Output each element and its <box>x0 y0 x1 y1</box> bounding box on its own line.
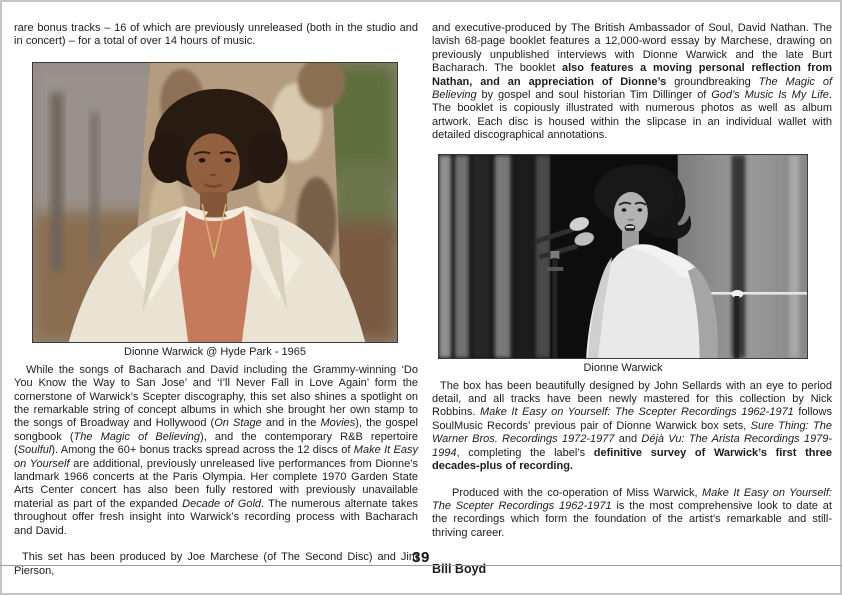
author-signature: Bill Boyd <box>432 562 487 577</box>
stage-photo <box>438 154 808 359</box>
right-paragraph-2: The box has been beautifully designed by John Sellards with an eye to period detail, and all tracks have been newly mastered for this collection by Nick Robbins. Make It Easy on Yourself: The Scepter Recordings 1962-1971 follows SoulMusic Records’ previous pair of Dionne Warwick box sets, Sure Thing: The Warner Bros. Recordings 1972-1977 and Déjà Vu: The Arista Recordings 1979-1994, completing the label’s definitive survey of Warwick’s first three decades-plus of recording. <box>432 379 832 473</box>
hyde-park-photo-illustration <box>33 63 397 342</box>
footer-rule <box>0 565 842 566</box>
hyde-park-photo-caption: Dionne Warwick @ Hyde Park - 1965 <box>124 345 306 358</box>
stage-photo-caption: Dionne Warwick <box>583 361 663 374</box>
left-closing-paragraph: This set has been produced by Joe Marchese (of The Second Disc) and Jim Pierson, <box>14 551 418 577</box>
page-number: 39 <box>412 549 430 566</box>
left-intro-paragraph: rare bonus tracks – 16 of which are previously unreleased (both in the studio and in concert) – for a total of over 14 hours of music. <box>14 22 418 48</box>
left-column <box>14 22 418 578</box>
right-paragraph-1: and executive-produced by The British Ambassador of Soul, David Nathan. The lavish 68-page booklet features a 12,000-word essay by Marchese, drawing on previously unpublished interviews with Dionne Warwick and the late Burt Bacharach. The booklet also features a moving personal reflection from Nathan, and an appreciation of Dionne’s groundbreaking The Magic of Believing by gospel and soul historian Tim Dillinger of God’s Music Is My Life. The booklet is copiously illustrated with numerous photos as well as album artwork. Each disc is housed within the slipcase in an individual wallet with detailed discographical annotations. <box>432 22 833 142</box>
hyde-park-photo <box>32 62 398 343</box>
stage-photo-illustration <box>439 155 807 358</box>
right-paragraph-3: Produced with the co-operation of Miss Warwick, Make It Easy on Yourself: The Scepter Recordings 1962-1971 is the most comprehensive look to date at the recordings which form the foundation of the artist’s remarkable and still-thriving career. <box>432 486 832 539</box>
right-column <box>432 22 832 576</box>
left-body-paragraph: While the songs of Bacharach and David including the Grammy-winning ‘Do You Know the Way to San Jose’ and ‘I’ll Never Fall in Love Again’ form the cornerstone of Warwick’s Scepter discography, this set also shines a spotlight on the remarkable string of concept albums in which she brought her own stamp to the songs of Broadway and Hollywood (On Stage and in the Movies), the gospel songbook (The Magic of Believing), and the contemporary R&B repertoire (Soulful). Among the 60+ bonus tracks spread across the 12 discs of Make It Easy on Yourself are additional, previously unreleased live performances from Dionne’s landmark 1966 concerts at the Paris Olympia. Her complete 1970 Garden State Arts Center concert has also been fully restored with previously unavailable material as part of the expanded Decade of Gold. The numerous alternate takes throughout offer fresh insight into Warwick’s recording process with Bacharach and David. <box>14 363 419 537</box>
